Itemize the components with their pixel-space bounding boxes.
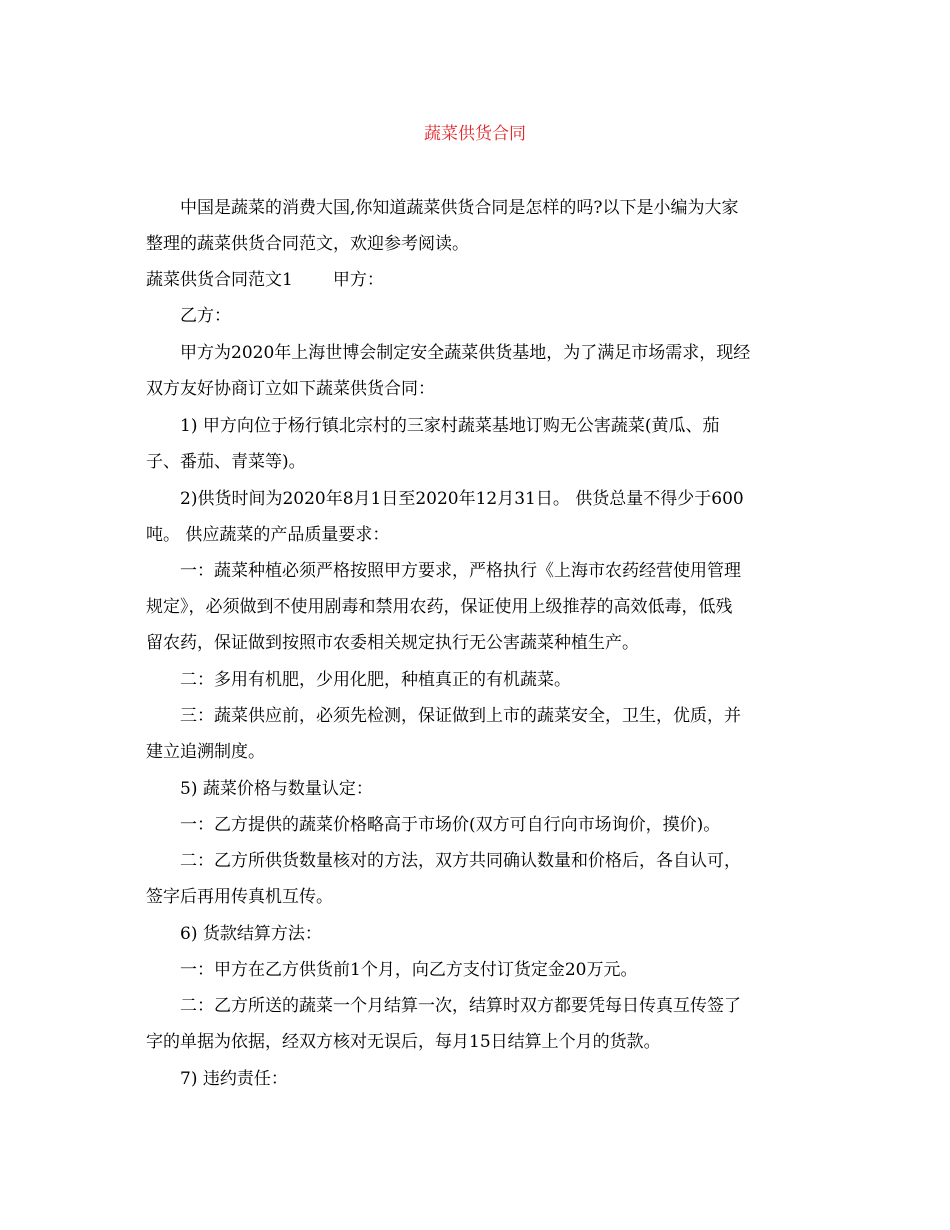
intro-line-2: 整理的蔬菜供货合同范文，欢迎参考阅读。 bbox=[146, 234, 469, 254]
party-b-label: 乙方： bbox=[180, 306, 231, 326]
item2-line-2: 吨。 供应蔬菜的产品质量要求： bbox=[146, 525, 390, 545]
price1-line: 一：乙方提供的蔬菜价格略高于市场价(双方可自行向市场询价，摸价)。 bbox=[180, 815, 721, 835]
sample-heading-line bbox=[146, 262, 806, 298]
item6-heading: 6) 货款结算方法： bbox=[180, 924, 322, 944]
settle2-line-2: 字的单据为依据，经双方核对无误后，每月15日结算上个月的货款。 bbox=[146, 1032, 661, 1052]
settle1-line: 一：甲方在乙方供货前1个月，向乙方支付订货定金20万元。 bbox=[180, 960, 638, 980]
quality1-line-2: 规定》，必须做到不使用剧毒和禁用农药，保证使用上级推荐的高效低毒，低残 bbox=[146, 597, 733, 617]
document-title: 蔬菜供货合同 bbox=[424, 124, 526, 144]
item1-line-2: 子、番茄、青菜等)。 bbox=[146, 452, 306, 472]
settle2-line-1: 二：乙方所送的蔬菜一个月结算一次，结算时双方都要凭每日传真互传签了 bbox=[180, 996, 741, 1016]
party-a-label: 甲方： bbox=[332, 270, 384, 290]
item5-heading: 5) 蔬菜价格与数量认定： bbox=[180, 779, 373, 799]
quality2-line: 二：多用有机肥，少用化肥，种植真正的有机蔬菜。 bbox=[180, 670, 571, 690]
quality3-line-2: 建立追溯制度。 bbox=[146, 742, 265, 762]
quality1-line-1: 一：蔬菜种植必须严格按照甲方要求，严格执行《上海市农药经营使用管理 bbox=[180, 561, 741, 581]
sample-heading: 蔬菜供货合同范文1 bbox=[146, 270, 293, 290]
quality3-line-1: 三：蔬菜供应前，必须先检测，保证做到上市的蔬菜安全，卫生，优质，并 bbox=[180, 706, 741, 726]
price2-line-1: 二：乙方所供货数量核对的方法，双方共同确认数量和价格后，各自认可， bbox=[180, 851, 741, 871]
item7-heading: 7) 违约责任： bbox=[180, 1069, 288, 1089]
item1-line-1: 1) 甲方向位于杨行镇北宗村的三家村蔬菜基地订购无公害蔬菜(黄瓜、茄 bbox=[180, 416, 720, 436]
price2-line-2: 签字后再用传真机互传。 bbox=[146, 887, 333, 907]
purpose-line-1: 甲方为2020年上海世博会制定安全蔬菜供货基地，为了满足市场需求，现经 bbox=[180, 343, 751, 363]
quality1-line-3: 留农药，保证做到按照市农委相关规定执行无公害蔬菜种植生产。 bbox=[146, 633, 639, 653]
intro-line-1: 中国是蔬菜的消费大国,你知道蔬菜供货合同是怎样的吗?以下是小编为大家 bbox=[180, 198, 739, 218]
item2-line-1: 2)供货时间为2020年8月1日至2020年12月31日。 供货总量不得少于600 bbox=[180, 489, 744, 509]
purpose-line-2: 双方友好协商订立如下蔬菜供货合同： bbox=[146, 379, 435, 399]
